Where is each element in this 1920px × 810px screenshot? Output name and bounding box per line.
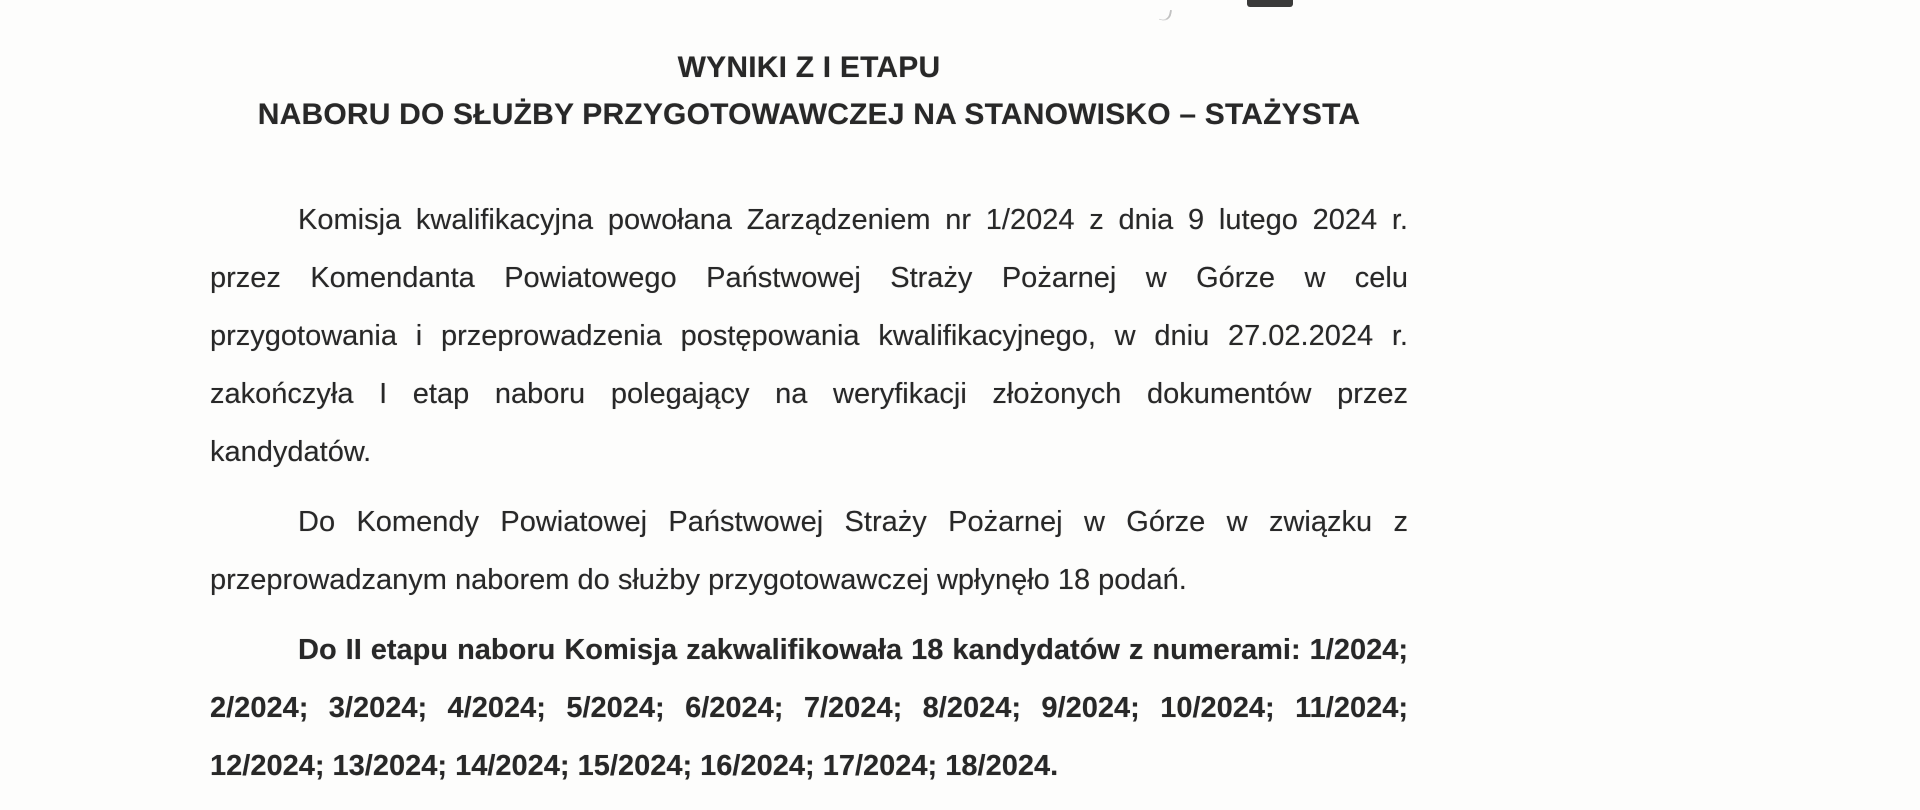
document-content <box>210 44 1408 795</box>
scan-artifact-bar <box>1247 0 1293 7</box>
title-line-1: WYNIKI Z I ETAPU <box>677 51 941 84</box>
title-line-2: NABORU DO SŁUŻBY PRZYGOTOWAWCZEJ NA STANOWISKO – STAŻYSTA <box>257 98 1361 131</box>
paragraph-commission-info: Komisja kwalifikacyjna powołana Zarządzeniem nr 1/2024 z dnia 9 lutego 2024 r. przez Komendanta Powiatowego Państwowej Straży Pożarnej w Górze w celu przygotowania i przeprowadzenia postępowania kwalifikacyjnego, w dniu 27.02.2024 r. zakończyła I etap naboru polegający na weryfikacji złożonych dokumentów przez kandydatów. <box>210 204 1408 468</box>
paragraph-applications-received: Do Komendy Powiatowej Państwowej Straży Pożarnej w Górze w związku z przeprowadzanym naborem do służby przygotowawczej wpłynęło 18 podań. <box>210 506 1408 596</box>
scan-artifact-tick <box>1159 8 1172 22</box>
paragraph-qualified-candidates: Do II etapu naboru Komisja zakwalifikowała 18 kandydatów z numerami: 1/2024; 2/2024; 3/2024; 4/2024; 5/2024; 6/2024; 7/2024; 8/2024; 9/2024; 10/2024; 11/2024; 12/2024; 13/2024; 14/2024; 15/2024; 16/2024; 17/2024; 18/2024. <box>210 634 1408 782</box>
document-title <box>210 44 1408 138</box>
